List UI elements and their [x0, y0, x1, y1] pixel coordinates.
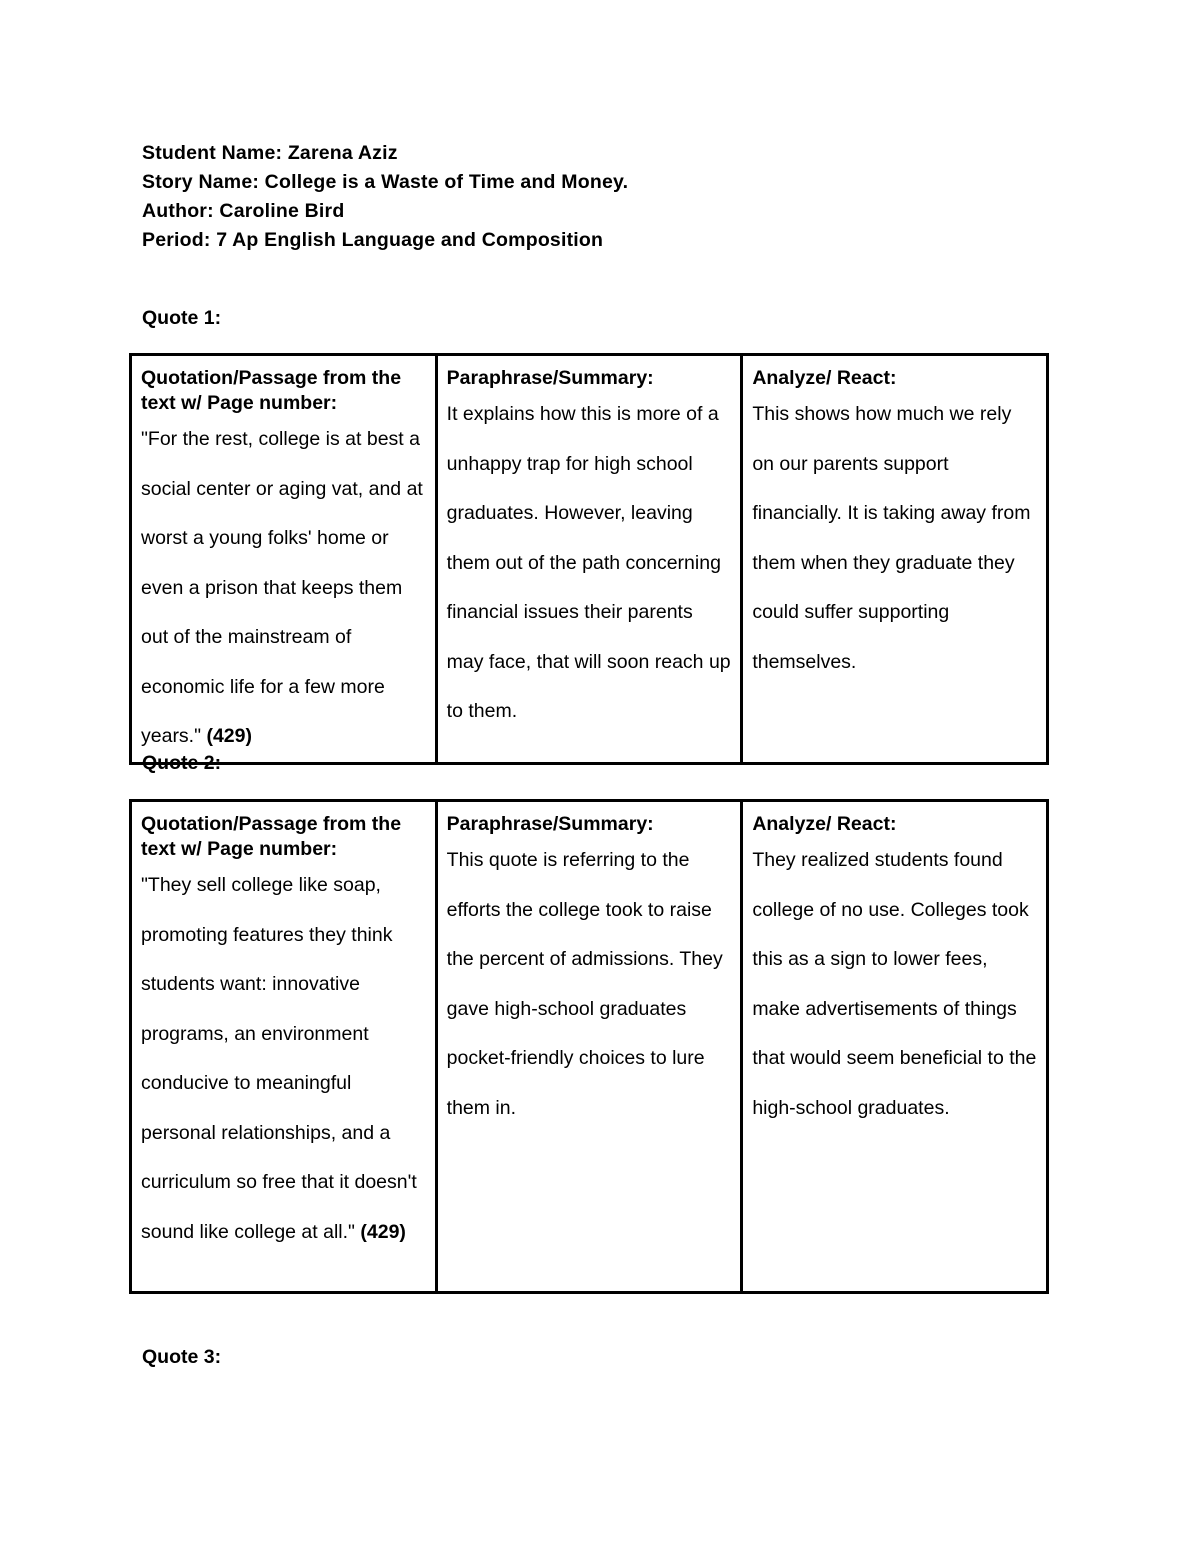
student-name: Student Name: Zarena Aziz: [142, 142, 398, 164]
summary-text: It explains how this is more of a unhappy trap for high school graduates. However, leaving them out of the path concerning financial issues their parents may face, that will soon reach up to them.: [446, 403, 731, 722]
analysis-heading: Analyze/ React:: [752, 367, 897, 389]
quote-2-analysis-cell: [742, 801, 1048, 1293]
passage-heading: Quotation/Passage from the text w/ Page number:: [141, 813, 402, 860]
page-reference: (429): [360, 1220, 406, 1243]
analysis-heading: Analyze/ React:: [752, 813, 897, 835]
analysis-text: This shows how much we rely on our parents support financially. It is taking away from them when they graduate they could suffer supporting themselves.: [752, 403, 1031, 673]
quote-1-label: Quote 1:: [142, 307, 222, 329]
passage-quote: "For the rest, college is at best a social center or aging vat, and at worst a young folks' home or even a prison that keeps them out of the mainstream of economic life for a few more years.": [141, 428, 423, 747]
quote-1-passage-cell: [131, 355, 437, 764]
quote-1-analysis-cell: [742, 355, 1048, 764]
table-row: [131, 801, 1048, 1293]
passage-text: [141, 861, 427, 1257]
summary-heading: Paraphrase/Summary:: [446, 813, 654, 835]
quote-2-table: [129, 799, 1049, 1294]
page-reference: (429): [206, 725, 252, 747]
summary-text: This quote is referring to the efforts the college took to raise the percent of admissions. They gave high-school graduates pocket-friendly choices to lure them in.: [446, 849, 723, 1119]
quote-2-summary-cell: [436, 801, 742, 1293]
passage-heading: Quotation/Passage from the text w/ Page number:: [141, 367, 402, 414]
story-name: Story Name: College is a Waste of Time and Money.: [142, 171, 629, 193]
period: Period: 7 Ap English Language and Composition: [142, 229, 604, 251]
analysis-text: They realized students found college of no use. Colleges took this as a sign to lower fees, make advertisements of things that would seem beneficial to the high-school graduates.: [752, 849, 1037, 1119]
quote-1-summary-cell: [436, 355, 742, 764]
author: Author: Caroline Bird: [142, 200, 345, 222]
quote-1-table: [129, 353, 1049, 765]
table-row: [131, 355, 1048, 764]
quote-2-passage-cell: [131, 801, 437, 1293]
quote-3-label: Quote 3:: [142, 1346, 222, 1368]
passage-text: [141, 415, 427, 762]
passage-quote: "They sell college like soap, promoting features they think students want: innovative programs, an environment conducive to meaningful personal relationships, and a curriculum so free that it doesn't sound like college at all.": [141, 874, 417, 1243]
summary-heading: Paraphrase/Summary:: [446, 367, 654, 389]
quote-2-label: Quote 2:: [142, 752, 222, 774]
